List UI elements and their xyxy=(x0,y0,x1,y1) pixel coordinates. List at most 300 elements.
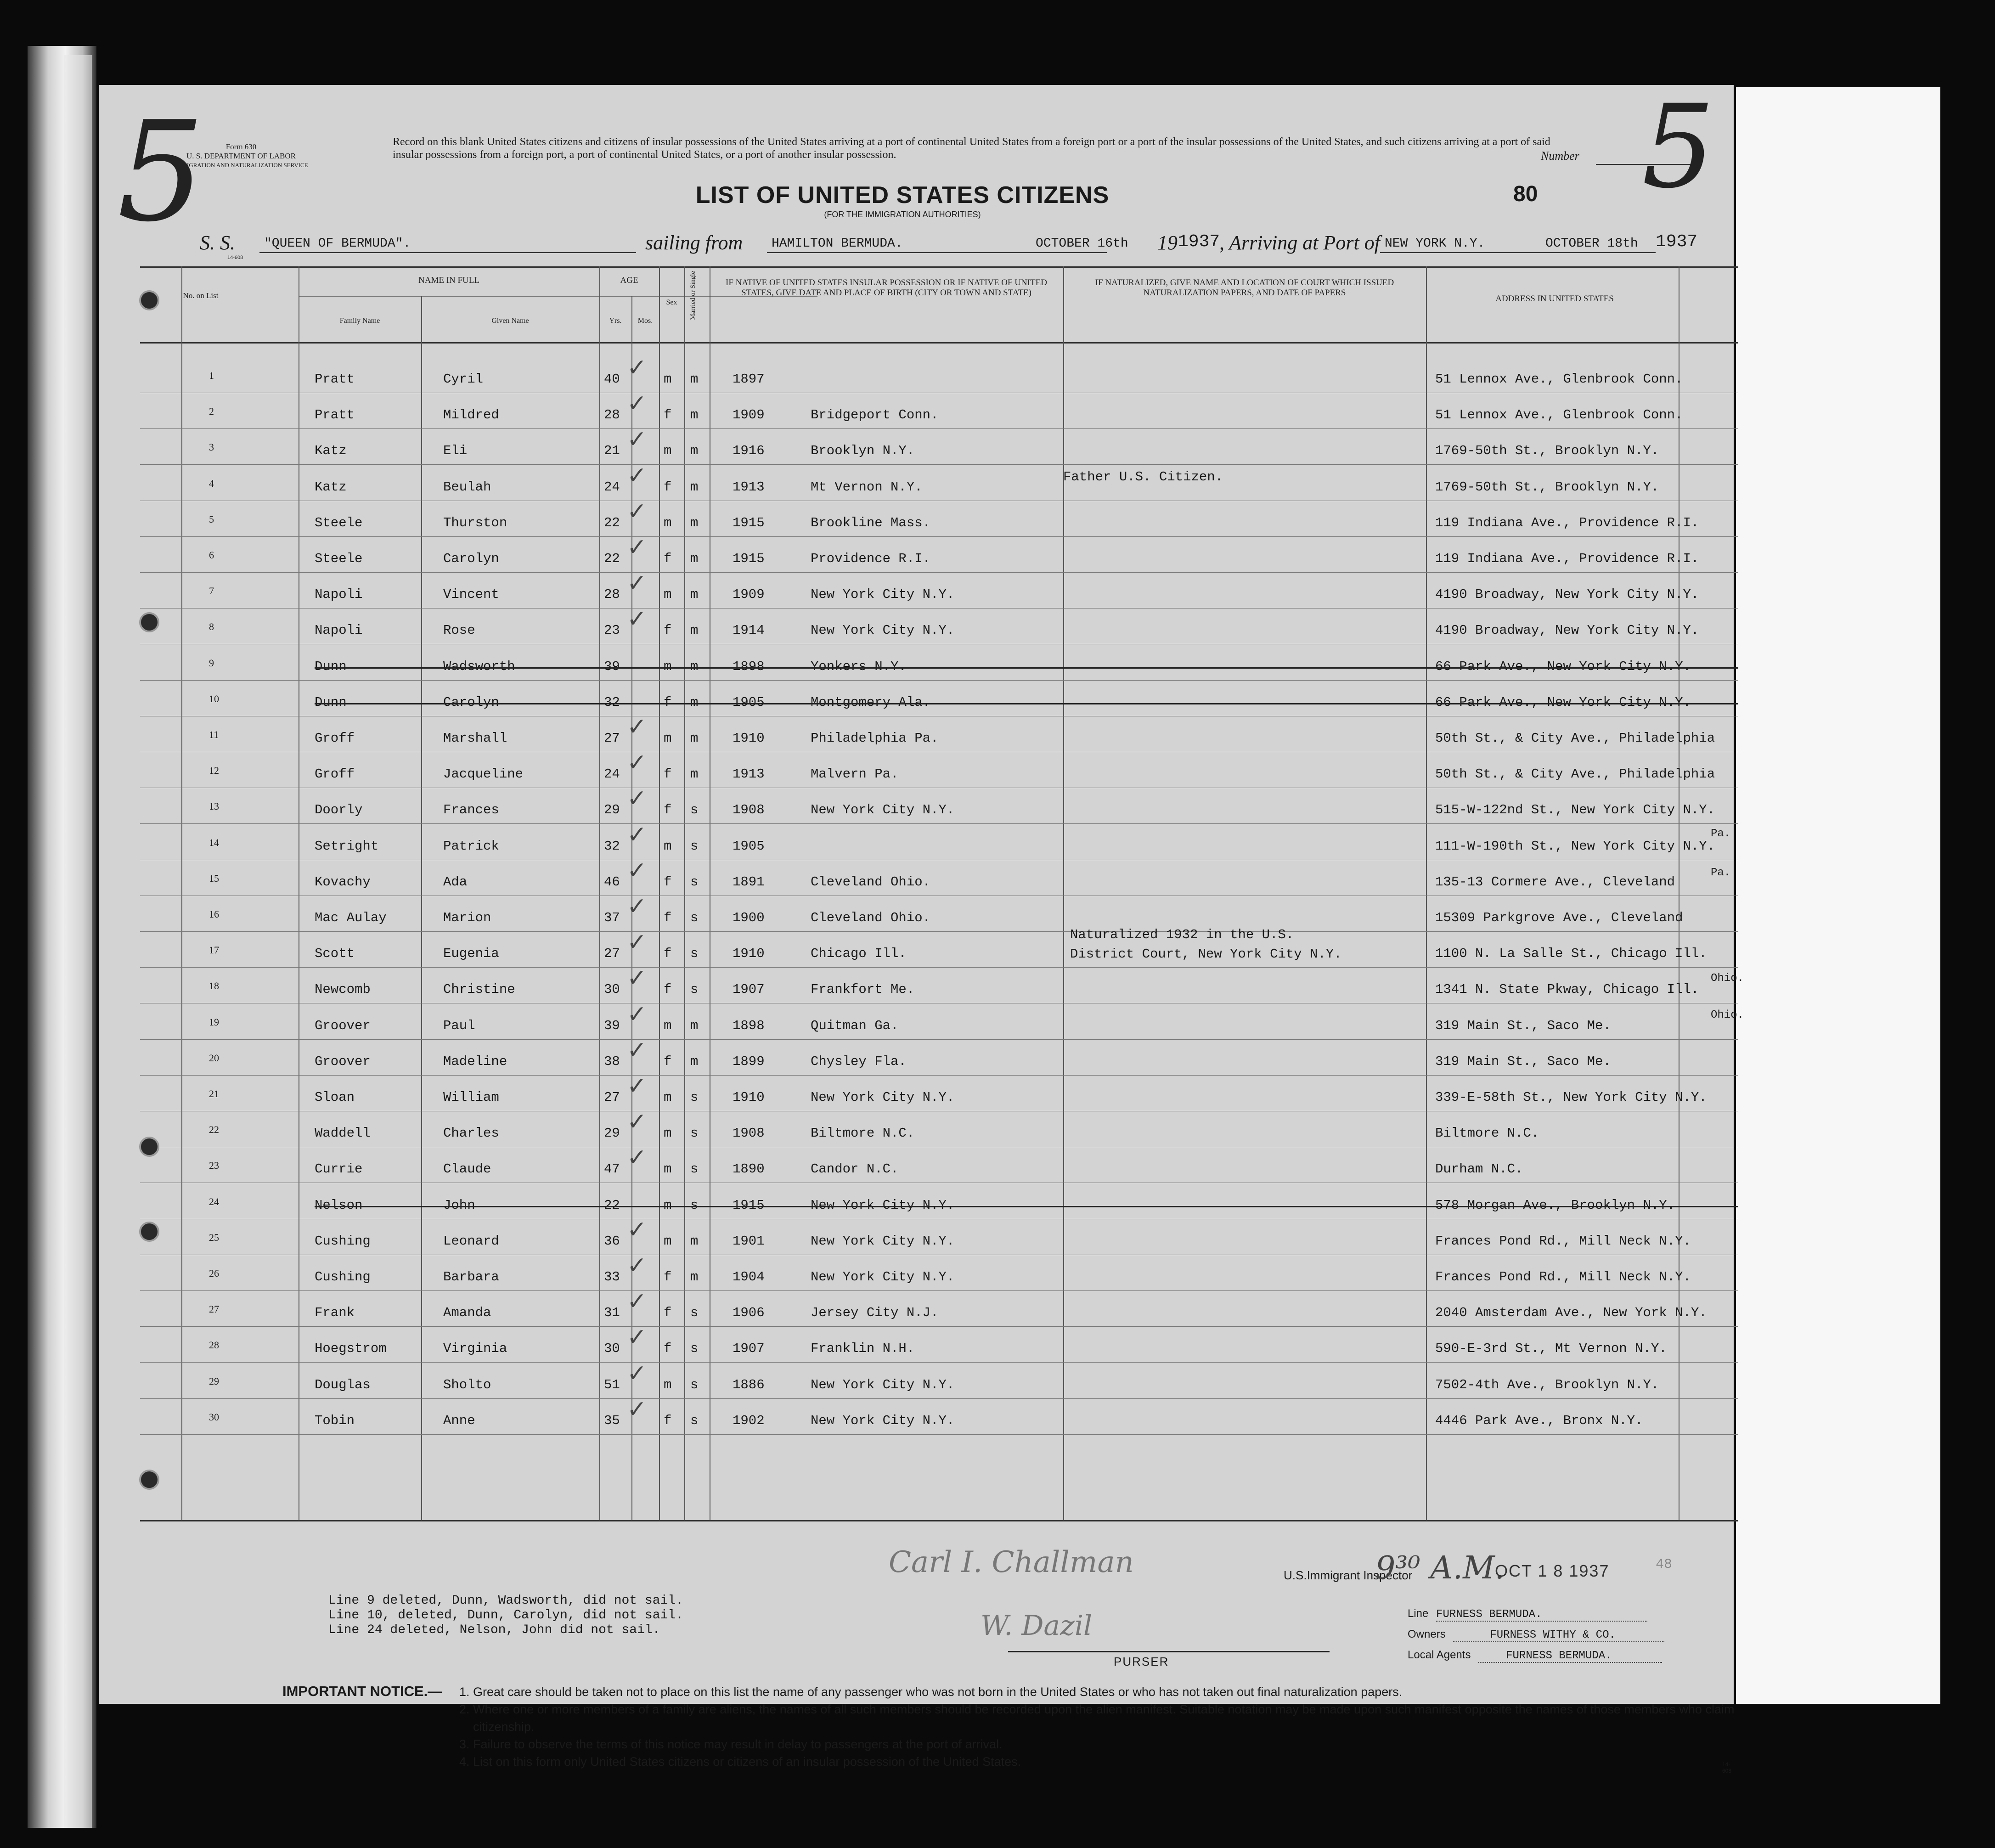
birth-place: Cleveland Ohio. xyxy=(811,874,931,890)
birth-year: 1910 xyxy=(733,731,765,746)
age-years: 36 xyxy=(604,1233,620,1249)
sex: f xyxy=(664,1341,672,1357)
given-name: Anne xyxy=(443,1413,475,1428)
table-row xyxy=(140,354,1738,396)
birth-year: 1899 xyxy=(733,1054,765,1069)
form-number: Form 630 xyxy=(225,142,257,151)
record-instruction: Record on this blank United States citizens and citizens of insular possessions of the United States arriving at a port of continental United States from a foreign port or a port of the insular possessions of the United States, and such citizens arriving at a port of said insular possessions from a foreign port, a port of continental United States, or a port of another insular possession. xyxy=(393,136,1550,161)
sex: m xyxy=(664,443,672,459)
address: 339-E-58th St., New York City N.Y. xyxy=(1435,1090,1707,1105)
birth-place: New York City N.Y. xyxy=(811,587,955,603)
date-stamp: OCT 1 8 1937 xyxy=(1495,1561,1610,1580)
birth-year: 1906 xyxy=(733,1305,765,1321)
sex: m xyxy=(664,731,672,746)
birth-year: 1907 xyxy=(733,1341,765,1357)
marital-status: m xyxy=(690,551,699,566)
sex: f xyxy=(664,1413,672,1428)
sex: m xyxy=(664,372,672,387)
table-row xyxy=(140,1144,1738,1186)
table-row xyxy=(140,1108,1738,1150)
row-rule xyxy=(140,536,1738,537)
table-row xyxy=(140,1252,1738,1294)
header-no-on-list: No. on List xyxy=(183,291,219,300)
time-stamp: 9³⁰ A.M. xyxy=(1375,1550,1505,1586)
check-mark-icon: ✓ xyxy=(627,785,647,813)
birth-place: Chysley Fla. xyxy=(811,1054,907,1069)
table-row xyxy=(140,821,1738,863)
manifest-page xyxy=(99,80,1744,1774)
given-name: Marshall xyxy=(443,731,507,746)
from-underline xyxy=(767,252,1107,253)
birth-place: New York City N.Y. xyxy=(811,1233,955,1249)
punch-hole xyxy=(139,1222,159,1242)
row-rule xyxy=(140,428,1738,429)
check-mark-icon: ✓ xyxy=(627,426,647,454)
deletion-note: Line 9 deleted, Dunn, Wadsworth, did not sail. xyxy=(328,1594,683,1608)
given-name: Carolyn xyxy=(443,694,499,710)
given-name: Wadsworth xyxy=(443,659,515,674)
address: 1769-50th St., Brooklyn N.Y. xyxy=(1435,443,1659,459)
table-row xyxy=(140,1359,1738,1402)
binder-highlight xyxy=(64,55,92,1828)
age-years: 23 xyxy=(604,623,620,638)
address: Frances Pond Rd., Mill Neck N.Y. xyxy=(1435,1269,1691,1285)
marital-status: m xyxy=(690,659,699,674)
row-number: 16 xyxy=(209,908,219,920)
birth-year: 1909 xyxy=(733,407,765,423)
table-row xyxy=(140,1000,1738,1043)
sailing-label: sailing from xyxy=(645,231,743,254)
age-years: 30 xyxy=(604,1341,620,1357)
sex: m xyxy=(664,838,672,854)
family-name: Pratt xyxy=(315,407,355,423)
marital-status: m xyxy=(690,1233,699,1249)
row-number: 30 xyxy=(209,1411,219,1423)
note-naturalized-line2: District Court, New York City N.Y. xyxy=(1070,947,1342,962)
voyage-line xyxy=(200,231,1715,259)
given-name: Mildred xyxy=(443,407,499,423)
row-number: 20 xyxy=(209,1052,219,1064)
birth-place: Frankfort Me. xyxy=(811,982,915,997)
ss-label: S. S. xyxy=(200,231,235,254)
birth-place: Quitman Ga. xyxy=(811,1018,899,1033)
age-years: 32 xyxy=(604,694,620,710)
row-rule xyxy=(140,1398,1738,1399)
birth-place: Brooklyn N.Y. xyxy=(811,443,915,459)
birth-year: 1910 xyxy=(733,1090,765,1105)
sheet-number: 80 xyxy=(1513,182,1538,206)
family-name: Groover xyxy=(315,1054,371,1069)
table-row xyxy=(140,569,1738,612)
address: 1341 N. State Pkway, Chicago Ill. xyxy=(1435,982,1699,997)
check-mark-icon: ✓ xyxy=(627,713,647,741)
family-name: Katz xyxy=(315,443,347,459)
row-rule xyxy=(140,1326,1738,1327)
sex: m xyxy=(664,1197,672,1213)
given-name: Frances xyxy=(443,802,499,818)
birth-year: 1908 xyxy=(733,802,765,818)
age-years: 46 xyxy=(604,874,620,890)
age-years: 28 xyxy=(604,587,620,603)
sex: m xyxy=(664,1161,672,1177)
note-pa-1: Pa. xyxy=(1711,828,1731,840)
sex: f xyxy=(664,479,672,495)
marital-status: m xyxy=(690,587,699,603)
print-code-top: 14-608 xyxy=(227,255,243,260)
address: 578 Morgan Ave., Brooklyn N.Y. xyxy=(1435,1197,1675,1213)
address: 515-W-122nd St., New York City N.Y. xyxy=(1435,802,1715,818)
row-rule xyxy=(140,823,1738,824)
address: 4446 Park Ave., Bronx N.Y. xyxy=(1435,1413,1643,1428)
sex: m xyxy=(664,1233,672,1249)
given-name: Christine xyxy=(443,982,515,997)
arrival-underline xyxy=(1380,252,1656,253)
row-number: 14 xyxy=(209,836,219,848)
table-row xyxy=(140,1072,1738,1115)
check-mark-icon: ✓ xyxy=(627,893,647,920)
row-number: 11 xyxy=(209,729,219,740)
marital-status: s xyxy=(690,1377,699,1392)
birth-year: 1897 xyxy=(733,372,765,387)
header-name-in-full: NAME IN FULL xyxy=(418,276,479,285)
sex: f xyxy=(664,766,672,782)
arrival-date: OCTOBER 18th xyxy=(1545,237,1638,251)
note-naturalized-line1: Naturalized 1932 in the U.S. xyxy=(1070,927,1294,942)
arrival-port: NEW YORK N.Y. xyxy=(1385,237,1485,251)
service-name: IMMIGRATION AND NATURALIZATION SERVICE xyxy=(174,162,308,169)
note-ohio-2: Ohio. xyxy=(1711,1009,1744,1021)
row-rule xyxy=(140,680,1738,681)
check-mark-icon: ✓ xyxy=(627,749,647,777)
address: 319 Main St., Saco Me. xyxy=(1435,1054,1611,1069)
row-rule xyxy=(140,967,1738,968)
birth-place: Biltmore N.C. xyxy=(811,1126,915,1141)
sex: f xyxy=(664,694,672,710)
sex: m xyxy=(664,1018,672,1033)
birth-year: 1905 xyxy=(733,838,765,854)
birth-place: Montgomery Ala. xyxy=(811,694,931,710)
row-number: 1 xyxy=(209,370,214,381)
punch-hole xyxy=(139,290,159,310)
family-name: Kovachy xyxy=(315,874,371,890)
address: 50th St., & City Ave., Philadelphia xyxy=(1435,766,1715,782)
given-name: Carolyn xyxy=(443,551,499,566)
family-name: Steele xyxy=(315,551,363,566)
ship-underline xyxy=(259,252,636,253)
line-value: FURNESS BERMUDA. xyxy=(1436,1608,1542,1621)
address: 15309 Parkgrove Ave., Cleveland xyxy=(1435,910,1683,925)
birth-year: 1891 xyxy=(733,874,765,890)
family-name: Steele xyxy=(315,515,363,530)
family-name: Tobin xyxy=(315,1413,355,1428)
marital-status: s xyxy=(690,1413,699,1428)
table-row xyxy=(140,1216,1738,1258)
row-number: 28 xyxy=(209,1339,219,1351)
birth-place: Brookline Mass. xyxy=(811,515,931,530)
birth-place: New York City N.Y. xyxy=(811,1090,955,1105)
check-mark-icon: ✓ xyxy=(627,605,647,633)
table-row xyxy=(140,1036,1738,1079)
table-row xyxy=(140,856,1738,899)
address: 66 Park Ave., New York City N.Y. xyxy=(1435,694,1691,710)
age-years: 22 xyxy=(604,551,620,566)
marital-status: m xyxy=(690,1269,699,1285)
birth-year: 1886 xyxy=(733,1377,765,1392)
row-number: 13 xyxy=(209,800,219,812)
age-years: 40 xyxy=(604,372,620,387)
family-name: Frank xyxy=(315,1305,355,1321)
given-name: Thurston xyxy=(443,515,507,530)
ship-name: "QUEEN OF BERMUDA". xyxy=(264,237,411,251)
birth-place: Cleveland Ohio. xyxy=(811,910,931,925)
check-mark-icon: ✓ xyxy=(627,929,647,957)
header-mos: Mos. xyxy=(637,317,653,325)
family-name: Hoegstrom xyxy=(315,1341,387,1357)
row-number: 27 xyxy=(209,1303,219,1315)
table-row xyxy=(140,497,1738,540)
address: 590-E-3rd St., Mt Vernon N.Y. xyxy=(1435,1341,1667,1357)
birth-year: 1904 xyxy=(733,1269,765,1285)
page-subtitle: (FOR THE IMMIGRATION AUTHORITIES) xyxy=(824,210,981,219)
table-row xyxy=(140,1395,1738,1438)
marital-status: s xyxy=(690,910,699,925)
family-name: Douglas xyxy=(315,1377,371,1392)
family-name: Mac Aulay xyxy=(315,910,387,925)
table-top-border xyxy=(140,266,1738,268)
age-years: 22 xyxy=(604,1197,620,1213)
birth-place: Bridgeport Conn. xyxy=(811,407,939,423)
birth-year: 1913 xyxy=(733,766,765,782)
age-years: 24 xyxy=(604,479,620,495)
sex: f xyxy=(664,874,672,890)
table-row xyxy=(140,605,1738,648)
marital-status: s xyxy=(690,1305,699,1321)
age-years: 27 xyxy=(604,731,620,746)
note-ohio-1: Ohio. xyxy=(1711,972,1744,985)
line-field xyxy=(1408,1607,1647,1622)
sex: m xyxy=(664,659,672,674)
address: 111-W-190th St., New York City N.Y. xyxy=(1435,838,1715,854)
check-mark-icon: ✓ xyxy=(627,462,647,490)
birth-place: Jersey City N.J. xyxy=(811,1305,939,1321)
row-number: 18 xyxy=(209,980,219,992)
birth-place: New York City N.Y. xyxy=(811,623,955,638)
marital-status: s xyxy=(690,874,699,890)
marital-status: s xyxy=(690,982,699,997)
department-name: U. S. DEPARTMENT OF LABOR xyxy=(186,152,296,160)
row-number: 22 xyxy=(209,1124,219,1136)
address: 1769-50th St., Brooklyn N.Y. xyxy=(1435,479,1659,495)
notice-item: 3. Failure to observe the terms of this notice may result in delay to passengers at the port of arrival. xyxy=(459,1737,1003,1751)
marital-status: s xyxy=(690,1161,699,1177)
agents-field xyxy=(1408,1649,1662,1663)
birth-year: 1898 xyxy=(733,1018,765,1033)
given-name: Jacqueline xyxy=(443,766,524,782)
marital-status: s xyxy=(690,802,699,818)
address: 51 Lennox Ave., Glenbrook Conn. xyxy=(1435,407,1683,423)
birth-place: New York City N.Y. xyxy=(811,802,955,818)
given-name: Claude xyxy=(443,1161,491,1177)
check-mark-icon: ✓ xyxy=(627,354,647,382)
check-mark-icon: ✓ xyxy=(627,821,647,849)
birth-place: New York City N.Y. xyxy=(811,1269,955,1285)
punch-hole xyxy=(139,612,159,632)
table-row xyxy=(140,1324,1738,1366)
birth-place: Candor N.C. xyxy=(811,1161,899,1177)
owners-field xyxy=(1408,1628,1664,1642)
row-number: 25 xyxy=(209,1231,219,1243)
given-name: Cyril xyxy=(443,372,484,387)
header-sex: Sex xyxy=(666,299,677,306)
header-ms-wrap xyxy=(689,271,697,340)
marital-status: m xyxy=(690,515,699,530)
row-number: 15 xyxy=(209,872,219,884)
table-row xyxy=(140,684,1738,720)
age-years: 39 xyxy=(604,659,620,674)
age-years: 28 xyxy=(604,407,620,423)
header-age: AGE xyxy=(620,276,638,285)
address: Durham N.C. xyxy=(1435,1161,1523,1177)
age-years: 37 xyxy=(604,910,620,925)
check-mark-icon: ✓ xyxy=(627,1324,647,1352)
given-name: Charles xyxy=(443,1126,499,1141)
table-bottom-border xyxy=(140,1520,1738,1521)
table-row xyxy=(140,893,1738,935)
print-code-bottom: 14-608 xyxy=(1722,1761,1732,1774)
marital-status: m xyxy=(690,731,699,746)
family-name: Groff xyxy=(315,766,355,782)
from-port: HAMILTON BERMUDA. xyxy=(772,237,903,251)
line-label: Line xyxy=(1408,1607,1429,1620)
address: 135-13 Cormere Ave., Cleveland xyxy=(1435,874,1675,890)
stamp-number: 48 xyxy=(1656,1557,1673,1572)
address: 4190 Broadway, New York City N.Y. xyxy=(1435,587,1699,603)
given-name: Eli xyxy=(443,443,468,459)
given-name: Rose xyxy=(443,623,475,638)
birth-year: 1900 xyxy=(733,910,765,925)
sex: f xyxy=(664,1054,672,1069)
table-row xyxy=(140,1288,1738,1330)
table-row xyxy=(140,426,1738,468)
given-name: Barbara xyxy=(443,1269,499,1285)
sex: f xyxy=(664,1305,672,1321)
owners-value: FURNESS WITHY & CO. xyxy=(1490,1629,1616,1641)
row-number: 12 xyxy=(209,765,219,777)
agents-label: Local Agents xyxy=(1408,1649,1471,1661)
row-rule xyxy=(140,931,1738,932)
address: 2040 Amsterdam Ave., New York N.Y. xyxy=(1435,1305,1707,1321)
check-mark-icon: ✓ xyxy=(627,1395,647,1423)
age-years: 24 xyxy=(604,766,620,782)
address: 119 Indiana Ave., Providence R.I. xyxy=(1435,515,1699,530)
family-name: Pratt xyxy=(315,372,355,387)
given-name: Paul xyxy=(443,1018,475,1033)
check-mark-icon: ✓ xyxy=(627,569,647,597)
age-years: 27 xyxy=(604,1090,620,1105)
birth-place: Franklin N.H. xyxy=(811,1341,915,1357)
check-mark-icon: ✓ xyxy=(627,497,647,525)
purser-signature: W. Dazil xyxy=(981,1610,1093,1642)
marital-status: s xyxy=(690,1341,699,1357)
notice-label: IMPORTANT NOTICE.— xyxy=(282,1683,442,1699)
address: 4190 Broadway, New York City N.Y. xyxy=(1435,623,1699,638)
row-rule xyxy=(140,464,1738,465)
purser-signature-line xyxy=(1008,1651,1330,1652)
check-mark-icon: ✓ xyxy=(627,964,647,992)
age-years: 32 xyxy=(604,838,620,854)
given-name: Patrick xyxy=(443,838,499,854)
number-label: Number xyxy=(1541,149,1579,163)
birth-place: Malvern Pa. xyxy=(811,766,899,782)
purser-label: PURSER xyxy=(1114,1655,1169,1668)
passenger-table xyxy=(140,266,1744,1520)
age-years: 27 xyxy=(604,946,620,962)
agents-value: FURNESS BERMUDA. xyxy=(1506,1650,1612,1662)
birth-year: 1914 xyxy=(733,623,765,638)
check-mark-icon: ✓ xyxy=(627,856,647,885)
birth-year: 1898 xyxy=(733,659,765,674)
check-mark-icon: ✓ xyxy=(627,1000,647,1028)
sex: m xyxy=(664,587,672,603)
row-number: 2 xyxy=(209,406,214,417)
row-number: 9 xyxy=(209,657,214,669)
marital-status: s xyxy=(690,838,699,854)
punch-hole xyxy=(139,1470,159,1490)
row-number: 7 xyxy=(209,585,214,597)
sex: f xyxy=(664,946,672,962)
table-row xyxy=(140,964,1738,1007)
family-name: Nelson xyxy=(315,1197,363,1213)
given-name: Amanda xyxy=(443,1305,491,1321)
check-mark-icon: ✓ xyxy=(627,534,647,561)
address: 7502-4th Ave., Brooklyn N.Y. xyxy=(1435,1377,1659,1392)
family-name: Newcomb xyxy=(315,982,371,997)
family-name: Currie xyxy=(315,1161,363,1177)
table-row xyxy=(140,785,1738,827)
inspector-label: U.S.Immigrant Inspector xyxy=(1284,1568,1413,1582)
family-name: Dunn xyxy=(315,694,347,710)
row-number: 10 xyxy=(209,693,219,704)
birth-year: 1905 xyxy=(733,694,765,710)
marital-status: m xyxy=(690,443,699,459)
check-mark-icon: ✓ xyxy=(627,1359,647,1387)
arrival-year: 1937 xyxy=(1656,232,1698,252)
row-number: 3 xyxy=(209,441,214,453)
important-notice xyxy=(282,1683,1798,1770)
age-years: 51 xyxy=(604,1377,620,1392)
sail-year-prefix: 19 xyxy=(1157,231,1178,254)
birth-place: Providence R.I. xyxy=(811,551,931,566)
given-name: Leonard xyxy=(443,1233,499,1249)
row-number: 6 xyxy=(209,549,214,561)
check-mark-icon: ✓ xyxy=(627,1072,647,1100)
birth-year: 1902 xyxy=(733,1413,765,1428)
sex: f xyxy=(664,551,672,566)
row-rule xyxy=(140,1075,1738,1076)
family-name: Cushing xyxy=(315,1269,371,1285)
check-mark-icon: ✓ xyxy=(627,390,647,418)
family-name: Napoli xyxy=(315,587,363,603)
age-years: 21 xyxy=(604,443,620,459)
sex: f xyxy=(664,910,672,925)
age-years: 29 xyxy=(604,1126,620,1141)
address: 66 Park Ave., New York City N.Y. xyxy=(1435,659,1691,674)
birth-year: 1907 xyxy=(733,982,765,997)
birth-year: 1915 xyxy=(733,1197,765,1213)
row-number: 26 xyxy=(209,1268,219,1279)
given-name: Beulah xyxy=(443,479,491,495)
marital-status: m xyxy=(690,694,699,710)
